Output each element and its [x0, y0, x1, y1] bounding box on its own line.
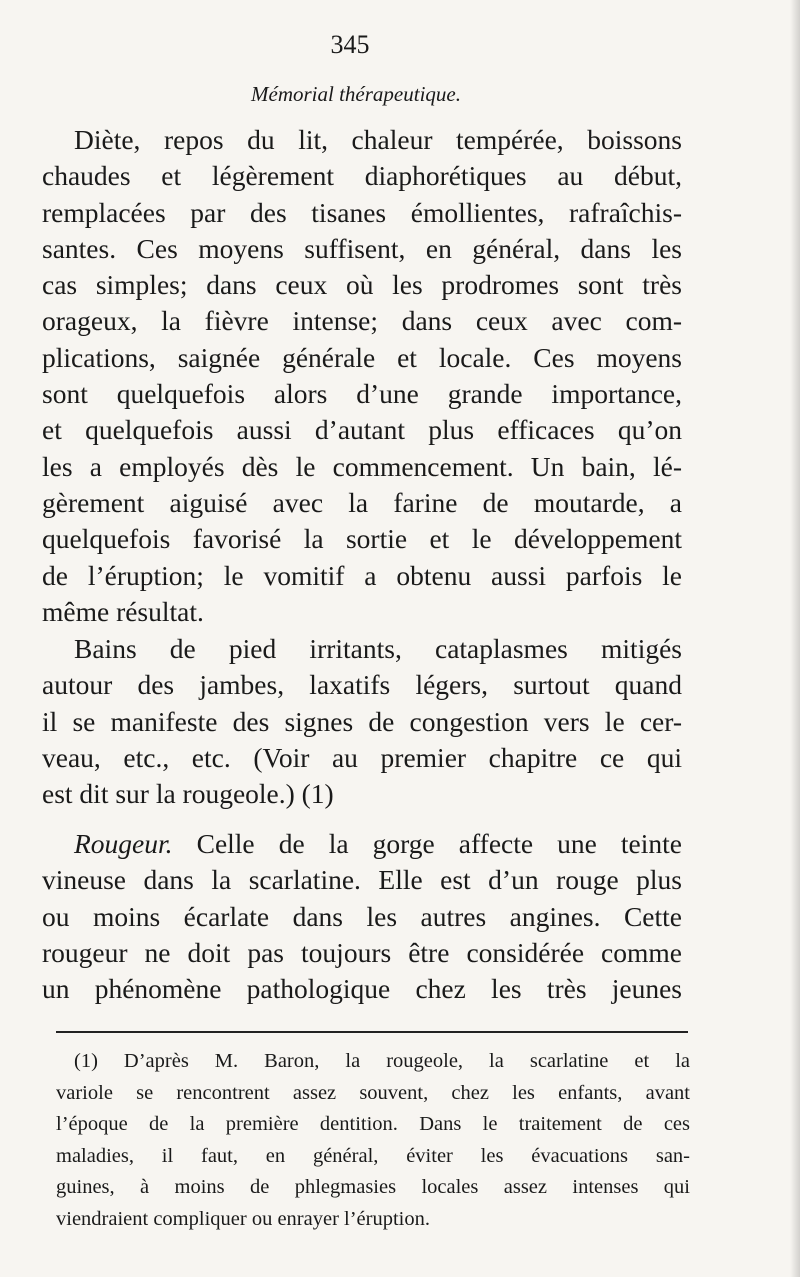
text-line: veau, etc., etc. (Voir au premier chapitre ce qui: [42, 741, 682, 773]
text-line: et quelquefois aussi d’autant plus efficaces qu’on: [42, 414, 682, 446]
text-line: ou moins écarlate dans les autres angines. Cette: [42, 900, 682, 932]
paragraph-foot-baths: [42, 631, 682, 812]
footnote-rule: [56, 1031, 688, 1033]
text-line: les a employés dès le commencement. Un bain, lé-: [42, 450, 682, 482]
paragraph-rougeur: [42, 826, 682, 1007]
text-line: rougeur ne doit pas toujours être considérée comme: [42, 936, 682, 968]
text-line: santes. Ces moyens suffisent, en général, dans les: [42, 232, 682, 264]
page-edge-shadow: [790, 0, 800, 1277]
paragraph-diet: [42, 122, 682, 630]
text-line: un phénomène pathologique chez les très jeunes: [42, 973, 682, 1005]
text-line: [42, 826, 682, 862]
footnote-line: variole se rencontrent assez souvent, chez les enfants, avant: [56, 1081, 690, 1104]
footnote: [56, 1046, 690, 1235]
footnote-line: (1) D’après M. Baron, la rougeole, la scarlatine et la: [74, 1050, 690, 1072]
text-line: chaudes et légèrement diaphorétiques au début,: [42, 160, 682, 192]
text-line: est dit sur la rougeole.) (1): [42, 778, 334, 810]
text-line: orageux, la fièvre intense; dans ceux avec com-: [42, 305, 682, 337]
text-line: cas simples; dans ceux où les prodromes sont très: [42, 269, 682, 301]
text-line: il se manifeste des signes de congestion vers le cer-: [42, 705, 682, 737]
text-line: sont quelquefois alors d’une grande importance,: [42, 378, 682, 410]
text-line: Bains de pied irritants, cataplasmes mitigés: [74, 633, 682, 664]
section-lead: Rougeur.: [74, 828, 173, 859]
text-run: Celle de la gorge affecte une teinte: [172, 828, 682, 859]
running-head: Mémorial thérapeutique.: [251, 82, 461, 106]
footnote-line: maladies, il faut, en général, éviter les évacuations san-: [56, 1144, 690, 1167]
footnote-line: l’époque de la première dentition. Dans le traitement de ces: [56, 1113, 690, 1135]
page-number: 345: [330, 30, 370, 59]
text-line: même résultat.: [42, 595, 204, 627]
text-line: de l’éruption; le vomitif a obtenu aussi parfois le: [42, 559, 682, 591]
text-line: plications, saignée générale et locale. Ces moyens: [42, 341, 682, 373]
text-line: vineuse dans la scarlatine. Elle est d’un rouge plus: [42, 864, 682, 896]
text-line: autour des jambes, laxatifs légers, surtout quand: [42, 669, 682, 701]
footnote-line: viendraient compliquer ou enrayer l’éruption.: [56, 1207, 430, 1230]
text-line: Diète, repos du lit, chaleur tempérée, boissons: [74, 124, 682, 155]
text-line: remplacées par des tisanes émollientes, rafraîchis-: [42, 196, 682, 228]
text-line: gèrement aiguisé avec la farine de moutarde, a: [42, 486, 682, 518]
footnote-line: guines, à moins de phlegmasies locales assez intenses qui: [56, 1176, 690, 1198]
text-line: quelquefois favorisé la sortie et le développement: [42, 523, 682, 555]
